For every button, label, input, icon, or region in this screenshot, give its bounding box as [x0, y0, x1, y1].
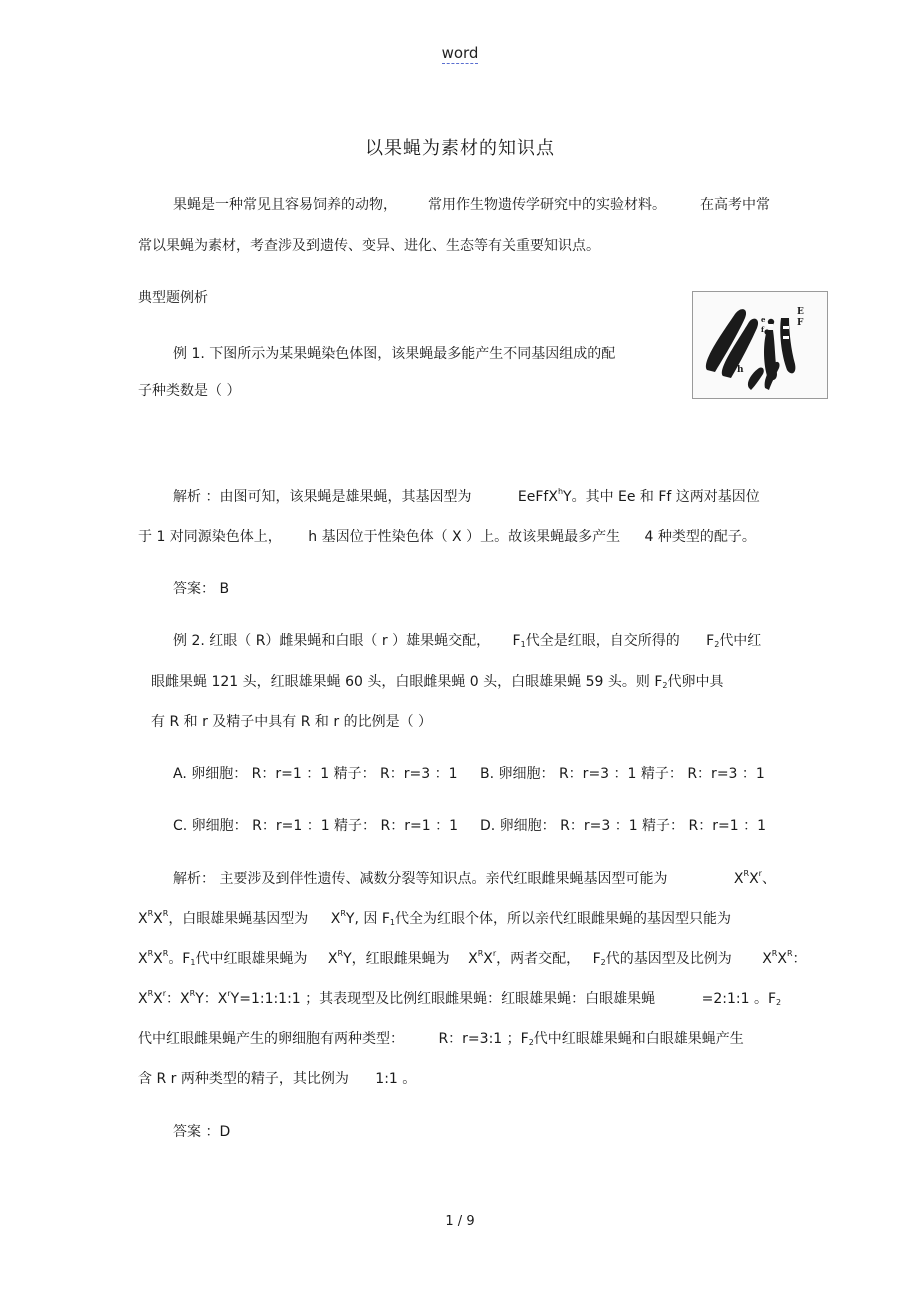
example1-question-line2: 子种类数是（ ） [138, 383, 241, 399]
example2-analysis-line1: 解析： 主要涉及到伴性遗传、减数分裂等知识点。亲代红眼雌果蝇基因型可能为 $X^RX^r$、 [173, 869, 776, 887]
example1-analysis-line2: 于 1 对同源染色体上， h 基因位于性染色体（ X ）上。故该果蝇最多产生 4 种类型的配子。 [138, 529, 756, 545]
intro-line-1c: 在高考中常 [700, 197, 770, 213]
example1-analysis-line1: 解析 ：由图可知，该果蝇是雄果蝇，其基因型为 EeFfX$^h$Y。其中 Ee 和 Ff 这两对基因位 [173, 487, 760, 505]
chromosome-x [748, 367, 764, 390]
example2-option-c: C. 卵细胞： R：r=1 ：1 精子： R：r=1 ：1 [173, 818, 458, 834]
gene-label-f: f [761, 325, 765, 334]
chromosome-figure [692, 291, 828, 399]
gene-label-e: e [761, 315, 766, 324]
genotype: EeFfX$^h$Y。其中 Ee 和 Ff 这两对基因位 [517, 487, 760, 505]
example2-analysis-line2: $X^RX^R$，白眼雄果蝇基因型为 $X^RY$, 因 $F_1$代全为红眼个体，所以亲代红眼雌果蝇的基因型只能为 [138, 909, 731, 927]
example2-question-line1: 例 2. 红眼（ R）雌果蝇和白眼（ r ）雄果蝇交配， $F_1$代全是红眼，自交所得的 $F_2$代中红 [173, 633, 762, 649]
intro-line-1a: 果蝇是一种常见且容易饲养的动物， [173, 197, 397, 213]
example2-option-b: B. 卵细胞： R：r=3 ：1 精子： R：r=3 ：1 [480, 766, 765, 782]
intro-line-1b: 常用作生物遗传学研究中的实验材料。 [428, 197, 666, 213]
page-header: word [441, 44, 479, 62]
example1-answer: 答案： B [173, 581, 230, 597]
page-number: 1 / 9 [445, 1214, 475, 1229]
gene-label-h: h [737, 365, 744, 375]
example2-analysis-line6: 含 R r 两种类型的精子，其比例为 1:1 。 [138, 1071, 417, 1087]
chromosome-diagram [693, 292, 827, 398]
gene-label-E: E [797, 307, 804, 317]
page-title: 以果蝇为素材的知识点 [365, 138, 555, 159]
gene-label-F: F [797, 318, 804, 328]
chromosome-dot-2 [764, 329, 769, 334]
section-heading: 典型题例析 [138, 290, 208, 306]
example1-question-line1: 例 1. 下图所示为某果蝇染色体图，该果蝇最多能产生不同基因组成的配 [173, 346, 616, 362]
intro-line-2: 常以果蝇为素材，考查涉及到遗传、变异、进化、生态等有关重要知识点。 [138, 238, 600, 254]
example2-analysis-line5: 代中红眼雌果蝇产生的卵细胞有两种类型： R：r=3:1 ；$F_2$代中红眼雄果蝇和白眼雄果蝇产生 [138, 1031, 744, 1047]
example2-option-a: A. 卵细胞： R：r=1 ：1 精子： R：r=3 ：1 [173, 766, 458, 782]
example2-option-d: D. 卵细胞： R：r=3 ：1 精子： R：r=1 ：1 [480, 818, 766, 834]
example2-answer: 答案 ：D [173, 1124, 231, 1140]
example2-analysis-line4: $X^RX^r$：$X^RY$：$X^rY=1:1:1:1$ ；其表现型及比例红眼雌果蝇：红眼雄果蝇：白眼雄果蝇 =2:1:1 。$F_2$ [138, 989, 782, 1007]
example2-question-line3: 有 R 和 r 及精子中具有 R 和 r 的比例是（ ） [151, 714, 433, 730]
example2-analysis-line3: $X^RX^R$。$F_1$代中红眼雄果蝇为 $X^RY$，红眼雌果蝇为 $X^RX^r$，两者交配， $F_2$代的基因型及比例为 $X^RX^R$： [138, 949, 807, 967]
example2-question-line2: 眼雌果蝇 121 头，红眼雄果蝇 60 头，白眼雌果蝇 0 头，白眼雄果蝇 59 头。则 $F_2$代卵中具 [151, 674, 724, 690]
